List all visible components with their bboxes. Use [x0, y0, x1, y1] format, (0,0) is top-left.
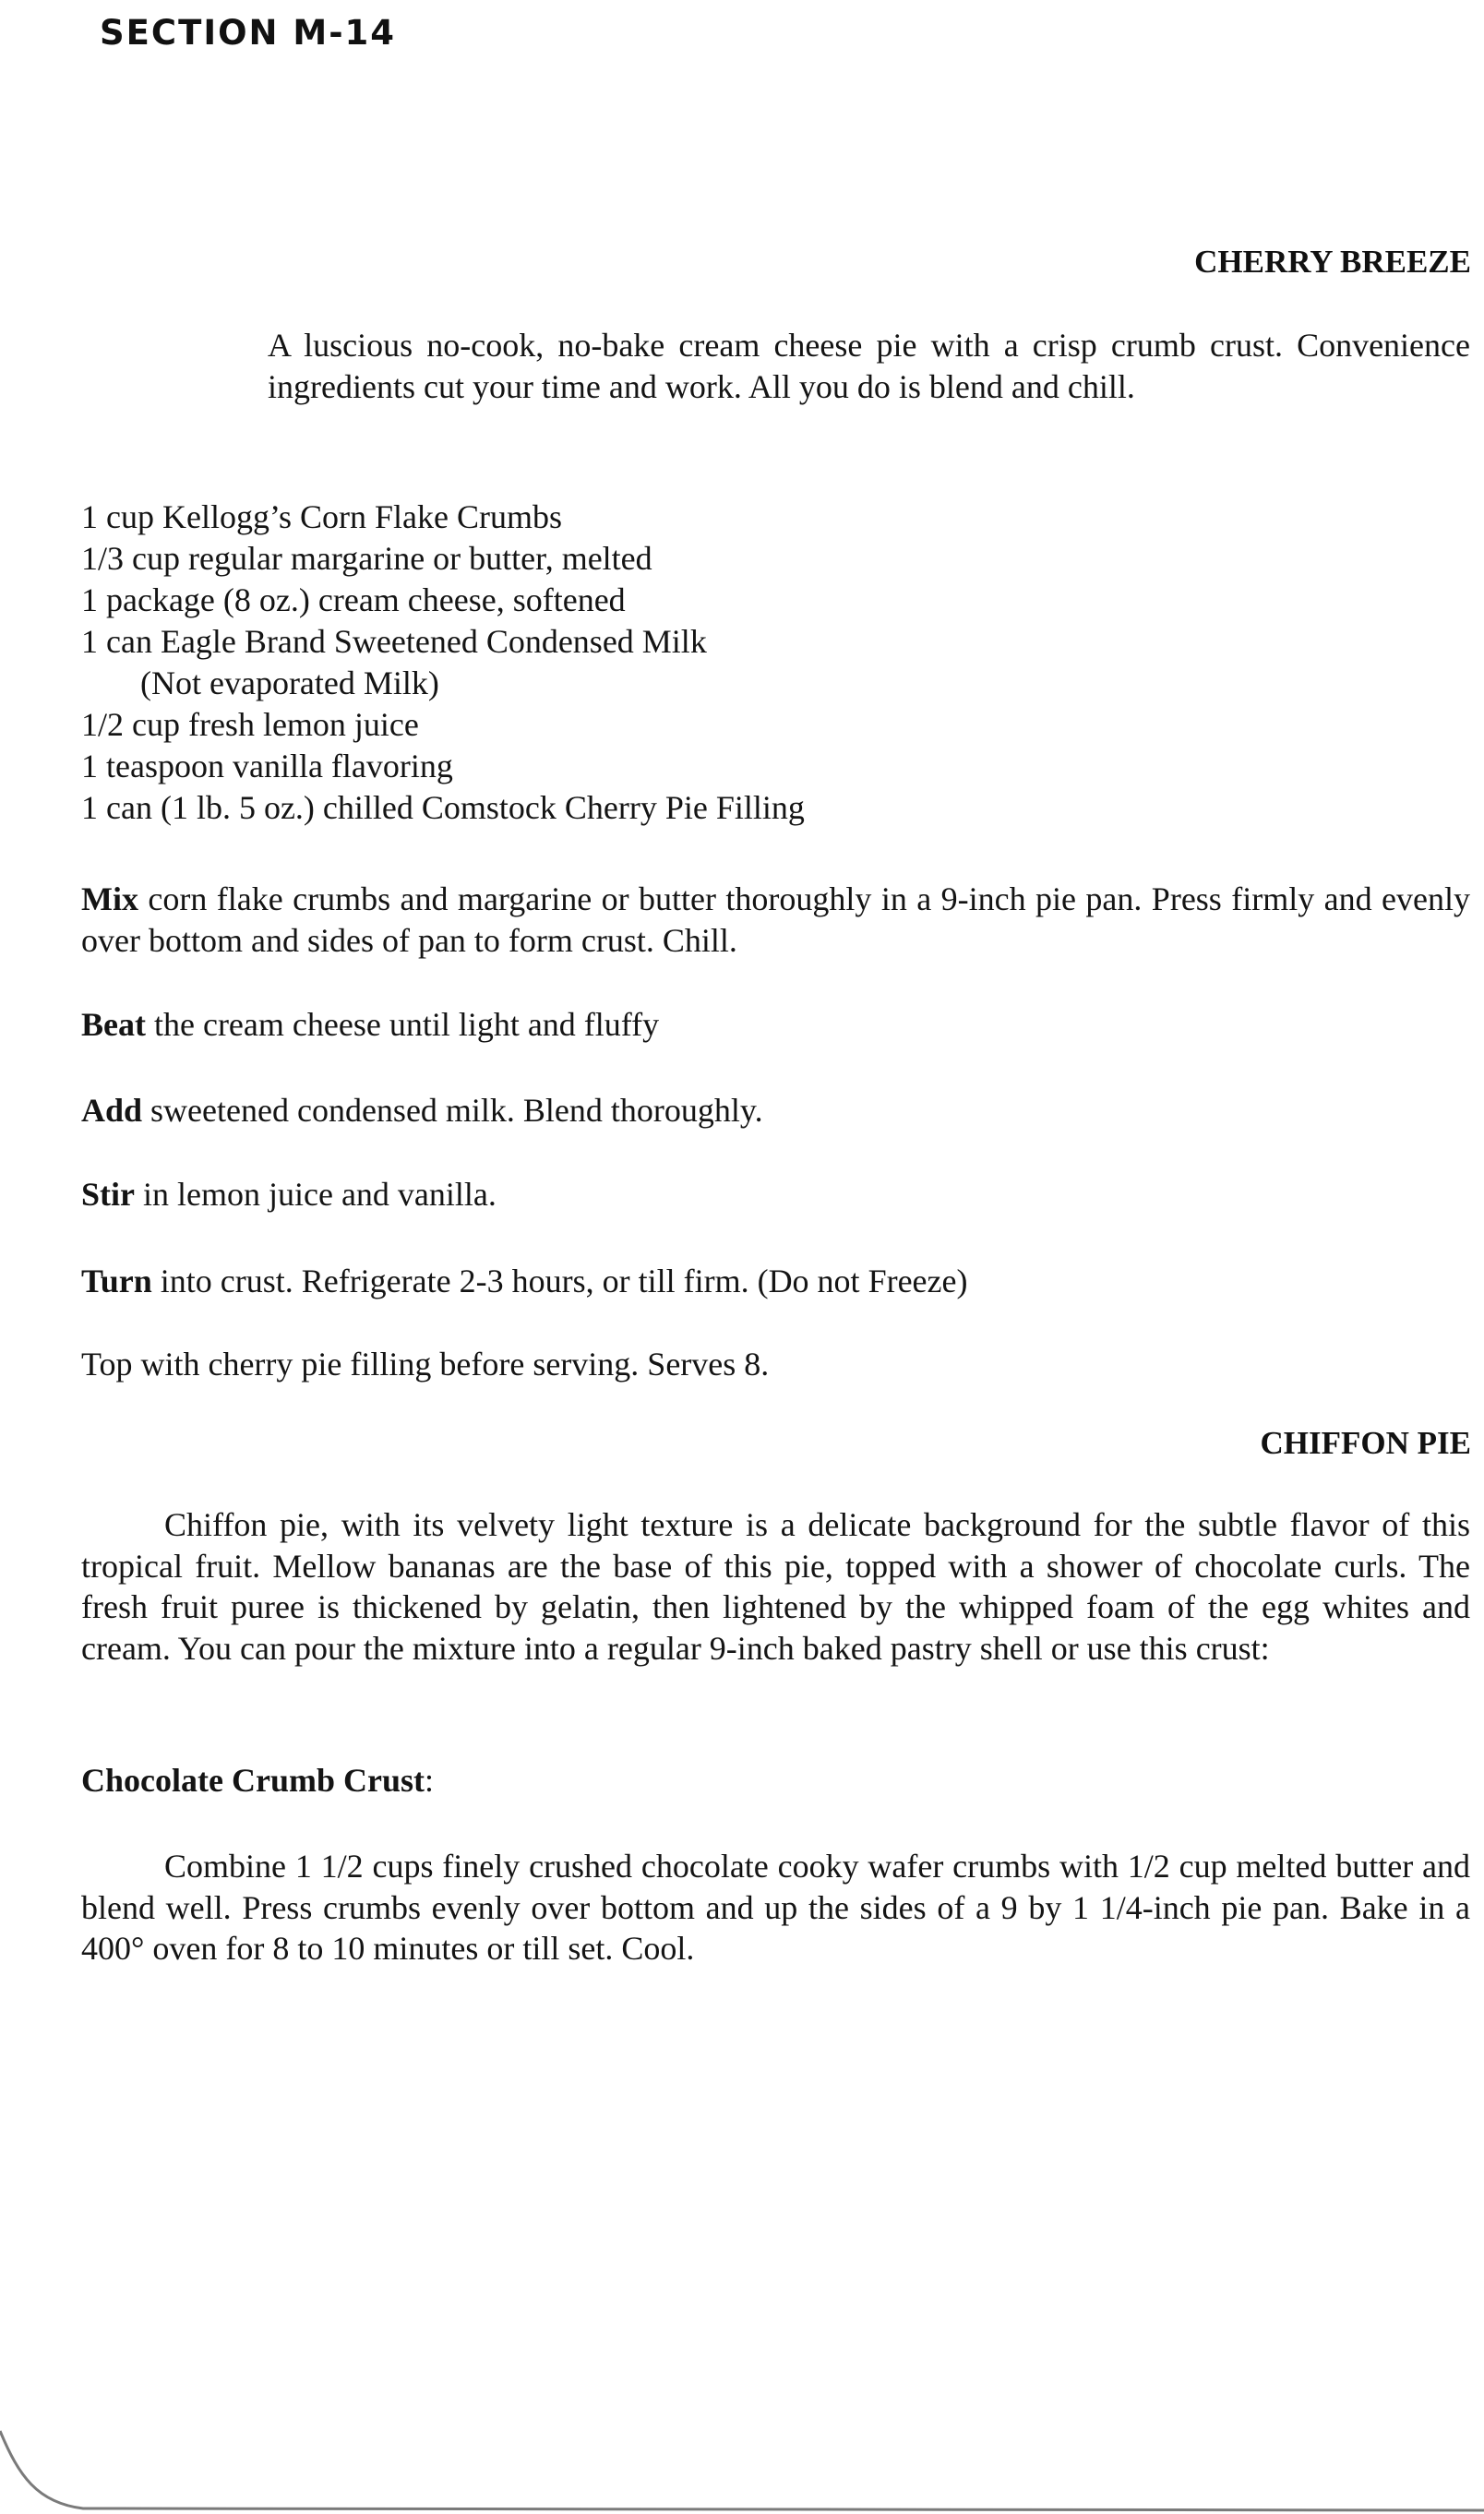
page-edge-curve	[0, 2418, 1484, 2514]
step-text: sweetened condensed milk. Blend thoroughly.	[142, 1092, 763, 1129]
step-verb: Add	[81, 1092, 143, 1129]
crust-heading	[81, 1761, 434, 1800]
crust-heading-text: Chocolate Crumb Crust	[81, 1762, 425, 1799]
step-verb: Beat	[81, 1006, 146, 1043]
step-verb: Stir	[81, 1176, 135, 1213]
cherry-step-beat	[81, 1004, 659, 1046]
cherry-step-add	[81, 1090, 763, 1131]
ingredient-item: 1 teaspoon vanilla flavoring	[81, 748, 453, 784]
section-header: SECTION M-14	[100, 13, 397, 53]
recipe-title-chiffon-pie: CHIFFON PIE	[1260, 1425, 1471, 1461]
cherry-intro-paragraph: A luscious no-cook, no-bake cream cheese pie with a crisp crumb crust. Convenience ingredients cut your time and work. All you do is blend and chill.	[268, 327, 1470, 405]
cherry-step-top	[81, 1344, 769, 1385]
cherry-step-mix	[81, 879, 1470, 961]
crust-instructions-paragraph: Combine 1 1/2 cups finely crushed chocolate cooky wafer crumbs with 1/2 cup melted butter and blend well. Press crumbs evenly over bottom and up the sides of a 9 by 1 1/4-inch pie pan. Bake in a 400° oven for 8 to 10 minutes or till set. Cool.	[81, 1848, 1470, 1967]
ingredient-item: 1 cup Kellogg’s Corn Flake Crumbs	[81, 498, 562, 535]
ingredient-item: 1/2 cup fresh lemon juice	[81, 706, 419, 743]
step-text: into crust. Refrigerate 2-3 hours, or till firm. (Do not Freeze)	[151, 1263, 968, 1299]
recipe-title-cherry-breeze: CHERRY BREEZE	[1194, 244, 1471, 280]
step-text: corn flake crumbs and margarine or butter thoroughly in a 9-inch pie pan. Press firmly and evenly over bottom and sides of pan to form crust. Chill.	[81, 880, 1470, 959]
ingredient-item: 1 package (8 oz.) cream cheese, softened	[81, 581, 626, 618]
ingredient-item: 1 can (1 lb. 5 oz.) chilled Comstock Cherry Pie Filling	[81, 789, 805, 826]
crust-heading-colon: :	[424, 1762, 434, 1799]
step-verb: Mix	[81, 880, 138, 917]
step-text: the cream cheese until light and fluffy	[145, 1006, 660, 1043]
step-text: in lemon juice and vanilla.	[135, 1176, 497, 1213]
ingredient-item: 1 can Eagle Brand Sweetened Condensed Milk	[81, 623, 707, 660]
cherry-ingredient-list	[81, 497, 1281, 829]
step-text: Top with cherry pie filling before serving. Serves 8.	[81, 1346, 770, 1383]
ingredient-item-note: (Not evaporated Milk)	[140, 664, 439, 701]
cherry-step-stir	[81, 1174, 497, 1215]
chiffon-intro-paragraph: Chiffon pie, with its velvety light texture is a delicate background for the subtle flavor of this tropical fruit. Mellow bananas are the base of this pie, topped with a shower of chocolate curls. The fresh fruit puree is thickened by gelatin, then lightened by the whipped foam of the egg whites and cream. You can pour the mixture into a regular 9-inch baked pastry shell or use this crust:	[81, 1506, 1470, 1667]
ingredient-item: 1/3 cup regular margarine or butter, melted	[81, 540, 652, 577]
step-verb: Turn	[81, 1263, 152, 1299]
cherry-step-turn	[81, 1261, 967, 1302]
